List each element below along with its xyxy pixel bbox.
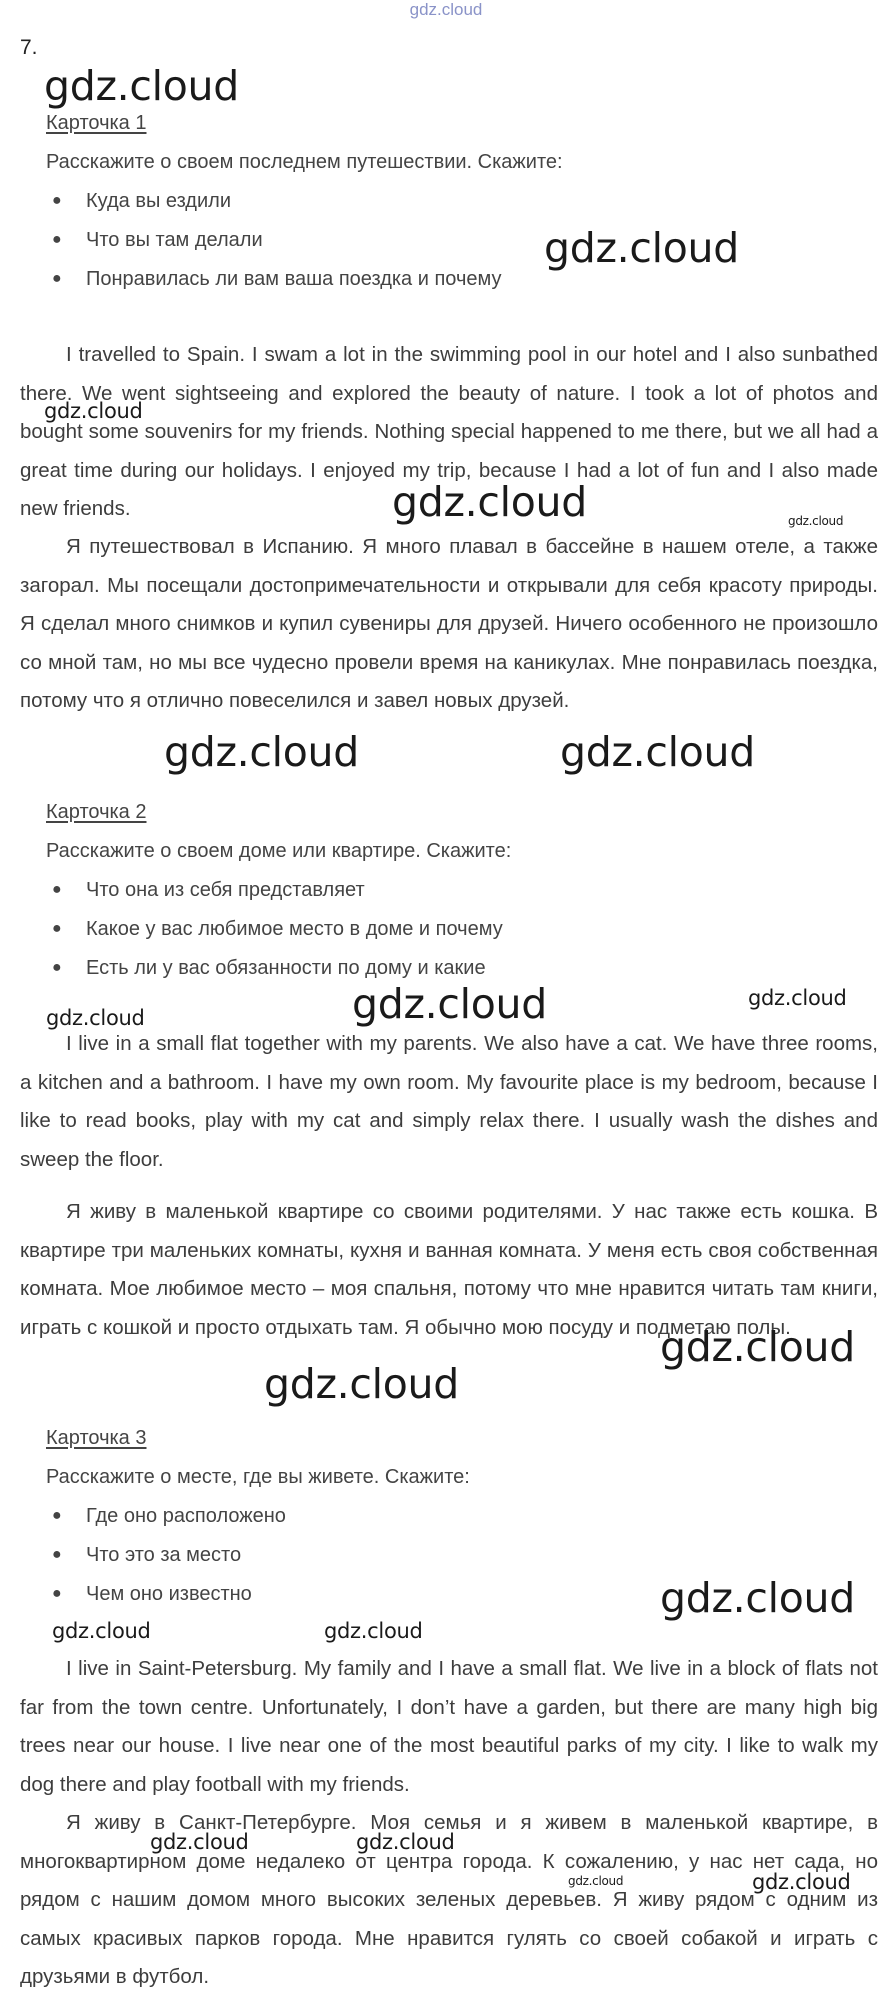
card-1-prompt: Расскажите о своем последнем путешествии. Скажите: (46, 151, 563, 173)
watermark: gdz.cloud (150, 1830, 249, 1854)
watermark: gdz.cloud (544, 224, 739, 272)
watermark: gdz.cloud (560, 728, 755, 776)
watermark: gdz.cloud (356, 1830, 455, 1854)
card-2-bullet (52, 957, 486, 980)
card-1-bullet (52, 229, 263, 252)
bullet-text: Есть ли у вас обязанности по дому и какие (86, 957, 486, 979)
watermark: gdz.cloud (324, 1619, 423, 1643)
top-watermark: gdz.cloud (409, 0, 483, 19)
watermark: gdz.cloud (568, 1874, 624, 1888)
watermark: gdz.cloud (752, 1870, 851, 1894)
watermark: gdz.cloud (660, 1574, 855, 1622)
card-2-russian-text: Я живу в маленькой квартире со своими родителями. У нас также есть кошка. В квартире три маленьких комнаты, кухня и ванная комната. У меня есть своя собственная комната. Мое любимое место – моя спальня, потому что мне нравится читать там книги, играть с кошкой и просто отдыхать там. Я обычно мою посуду и подметаю полы. (20, 1200, 878, 1339)
bullet-dot-icon: ● (52, 959, 62, 976)
bullet-text: Что это за место (86, 1544, 242, 1566)
bullet-dot-icon: ● (52, 192, 62, 209)
bullet-text: Где оно расположено (86, 1505, 286, 1527)
bullet-dot-icon: ● (52, 1585, 62, 1602)
card-3-russian-text: Я живу в Санкт-Петербурге. Моя семья и я живем в маленькой квартире, в многоквартирном доме недалеко от центра города. К сожалению, у нас нет сада, но рядом с нашим домом много высоких зеленых деревьев. Я живу рядом с одним из самых красивых парков города. Мне нравится гулять со своей собакой и играть с друзьями в футбол. (20, 1811, 878, 1988)
card-3-title: Карточка 3 (46, 1427, 147, 1449)
card-1-english-text: I travelled to Spain. I swam a lot in the swimming pool in our hotel and I also sunbathed there. We went sightseeing and explored the beauty of nature. I took a lot of photos and bought some souvenirs for my friends. Nothing special happened to me there, but we all had a great time during our holidays. I enjoyed my trip, because I had a lot of fun and I also made new friends. (20, 343, 878, 520)
card-1-bullet (52, 268, 502, 291)
card-2-prompt: Расскажите о своем доме или квартире. Скажите: (46, 840, 512, 862)
bullet-text: Куда вы ездили (86, 190, 231, 212)
bullet-text: Что она из себя представляет (86, 879, 365, 901)
card-2-bullet (52, 879, 365, 902)
watermark: gdz.cloud (352, 980, 547, 1028)
bullet-dot-icon: ● (52, 231, 62, 248)
card-1-title: Карточка 1 (46, 112, 147, 134)
bullet-text: Что вы там делали (86, 229, 263, 251)
watermark: gdz.cloud (44, 399, 143, 423)
card-3-prompt: Расскажите о месте, где вы живете. Скажите: (46, 1466, 470, 1488)
task-number: 7. (20, 36, 38, 59)
bullet-text: Понравилась ли вам ваша поездка и почему (86, 268, 502, 290)
bullet-dot-icon: ● (52, 1507, 62, 1524)
watermark: gdz.cloud (748, 986, 847, 1010)
card-3-bullet (52, 1583, 252, 1606)
card-1-bullet (52, 190, 231, 213)
watermark: gdz.cloud (264, 1360, 459, 1408)
card-2-bullet (52, 918, 503, 941)
watermark: gdz.cloud (44, 62, 239, 110)
bullet-text: Какое у вас любимое место в доме и почему (86, 918, 503, 940)
card-1-russian-text: Я путешествовал в Испанию. Я много плавал в бассейне в нашем отеле, а также загорал. Мы посещали достопримечательности и открывали для себя красоту природы. Я сделал много снимков и купил сувениры для друзей. Ничего особенного не произошло со мной там, но мы все чудесно провели время на каникулах. Мне понравилась поездка, потому что я отлично повеселился и завел новых друзей. (20, 535, 878, 712)
card-2-english-text: I live in a small flat together with my parents. We also have a cat. We have three rooms, a kitchen and a bathroom. I have my own room. My favourite place is my bedroom, because I like to read books, play with my cat and simply relax there. I usually wash the dishes and sweep the floor. (20, 1032, 878, 1171)
bullet-dot-icon: ● (52, 1546, 62, 1563)
watermark: gdz.cloud (660, 1323, 855, 1371)
bullet-text: Чем оно известно (86, 1583, 252, 1605)
watermark: gdz.cloud (164, 728, 359, 776)
watermark: gdz.cloud (46, 1006, 145, 1030)
watermark: gdz.cloud (52, 1619, 151, 1643)
card-3-english-text: I live in Saint-Petersburg. My family and I have a small flat. We live in a block of flats not far from the town centre. Unfortunately, I don’t have a garden, but there are many high big trees near our house. I live near one of the most beautiful parks of my city. I like to walk my dog there and play football with my friends. (20, 1657, 878, 1796)
bullet-dot-icon: ● (52, 920, 62, 937)
watermark: gdz.cloud (788, 514, 844, 528)
card-2-title: Карточка 2 (46, 801, 147, 823)
card-3-bullet (52, 1505, 286, 1528)
watermark: gdz.cloud (392, 478, 587, 526)
bullet-dot-icon: ● (52, 881, 62, 898)
card-3-bullet (52, 1544, 241, 1567)
bullet-dot-icon: ● (52, 270, 62, 287)
